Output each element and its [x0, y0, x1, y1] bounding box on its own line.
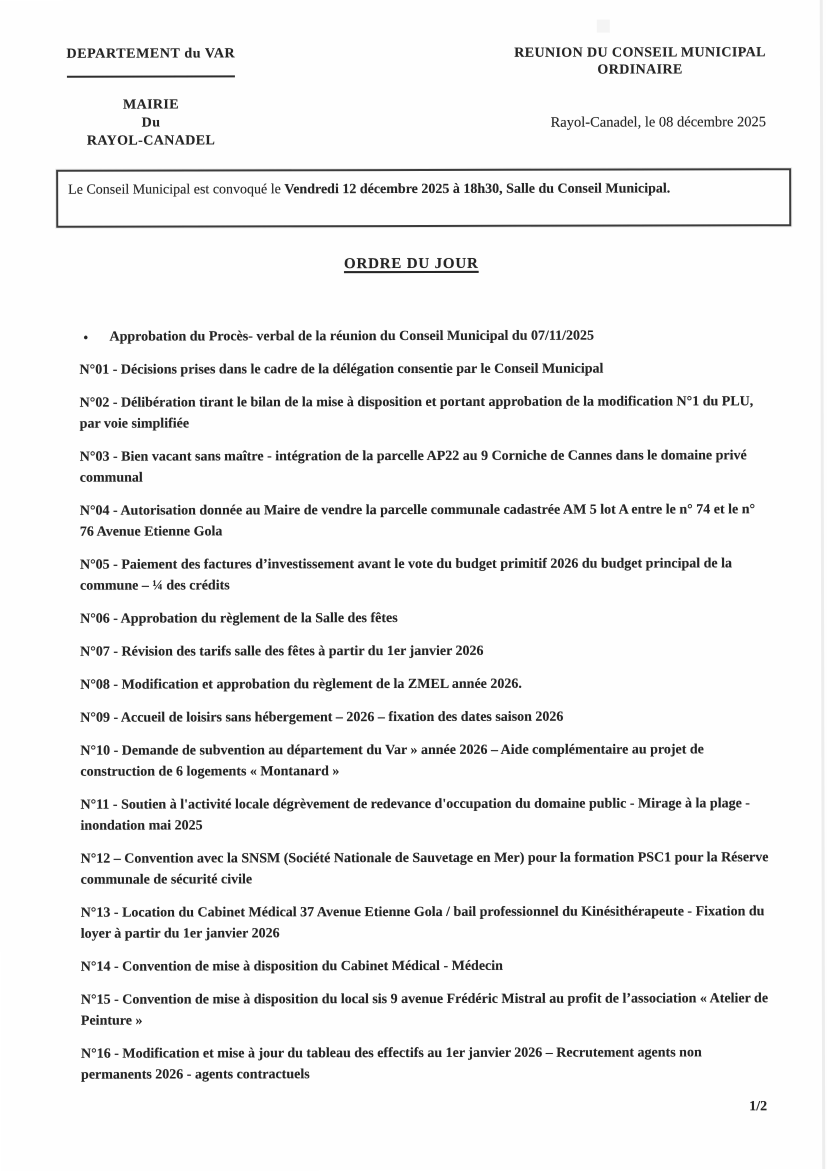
agenda-item-07: N°07 - Révision des tarifs salle des fêtes à partir du 1er janvier 2026 [80, 643, 484, 660]
agenda-bullet-text: Approbation du Procès- verbal de la réunion du Conseil Municipal du 07/11/2025 [109, 328, 595, 345]
meeting-title-line2: ORDINAIRE [597, 62, 683, 78]
scan-edge-artifact [820, 0, 825, 1169]
header-right-block [514, 45, 766, 132]
agenda-item-14: N°14 - Convention de mise à disposition du Cabinet Médical - Médecin [80, 958, 503, 975]
mairie-block [56, 96, 246, 150]
agenda-item-01: N°01 - Décisions prises dans le cadre de la délégation consentie par le Conseil Municipal [79, 361, 604, 378]
bullet-icon: • [83, 329, 89, 345]
agenda-item-02: N°02 - Délibération tirant le bilan de la mise à disposition et portant approbation de la modification N°1 du PLU, par voie simplifiée [79, 394, 754, 432]
convocation-intro: Le Conseil Municipal est convoqué le [68, 182, 285, 198]
agenda-item-13: N°13 - Location du Cabinet Médical 37 Avenue Etienne Gola / bail professionnel du Kinésithérapeute - Fixation du loyer à partir du 1er janvier 2026 [80, 904, 765, 942]
agenda-item-10: N°10 - Demande de subvention au département du Var » année 2026 – Aide complémentaire au projet de construction de 6 logements « Montanard » [80, 742, 704, 780]
mairie-line3: RAYOL-CANADEL [86, 133, 216, 149]
page-title [56, 255, 766, 273]
agenda-item-05: N°05 - Paiement des factures d’investissement avant le vote du budget primitif 2026 du budget principal de la commune – ¼ des crédits [79, 556, 733, 594]
agenda-list [79, 325, 771, 1118]
agenda-item-04: N°04 - Autorisation donnée au Maire de vendre la parcelle communale cadastrée AM 5 lot A entre le n° 74 et le n° 76 Avenue Etienne Gola [79, 502, 756, 540]
page-number: 1/2 [749, 1099, 768, 1115]
document-header [56, 43, 766, 166]
agenda-item-09: N°09 - Accueil de loisirs sans hébergement – 2026 – fixation des dates saison 2026 [80, 709, 564, 726]
agenda-bullet-item [79, 325, 769, 347]
agenda-item-12: N°12 – Convention avec la SNSM (Société Nationale de Sauvetage en Mer) pour la formation PSC1 pour la Réserve communale de sécurité civile [80, 850, 769, 888]
page-title-text: ORDRE DU JOUR [344, 255, 479, 273]
convocation-datetime: Vendredi 12 décembre 2025 à 18h30, Salle du Conseil Municipal. [284, 181, 671, 198]
mairie-line1: MAIRIE [122, 97, 180, 113]
agenda-item-03: N°03 - Bien vacant sans maître - intégration de la parcelle AP22 au 9 Corniche de Cannes dans le domaine privé communal [79, 448, 747, 486]
scan-smudge-artifact [597, 20, 610, 33]
mairie-line2: Du [141, 115, 161, 131]
meeting-title-line1: REUNION DU CONSEIL MUNICIPAL [514, 45, 766, 61]
department-label: DEPARTEMENT du VAR [66, 46, 235, 77]
agenda-item-15: N°15 - Convention de mise à disposition du local sis 9 avenue Frédéric Mistral au profit de l’association « Atelier de Peinture » [80, 991, 769, 1029]
agenda-item-11: N°11 - Soutien à l'activité locale dégrèvement de redevance d'occupation du domaine public - Mirage à la plage - inondation mai 2025 [80, 796, 750, 834]
agenda-item-16: N°16 - Modification et mise à jour du tableau des effectifs au 1er janvier 2026 – Recrutement agents non permanents 2026 - agents contractuels [80, 1045, 702, 1083]
date-line: Rayol-Canadel, le 08 décembre 2025 [550, 114, 767, 131]
convocation-box [56, 168, 791, 228]
page-content [56, 43, 768, 1118]
agenda-item-08: N°08 - Modification et approbation du règlement de la ZMEL année 2026. [80, 676, 522, 693]
header-left-block [56, 44, 246, 150]
agenda-item-06: N°06 - Approbation du règlement de la Salle des fêtes [80, 611, 398, 627]
